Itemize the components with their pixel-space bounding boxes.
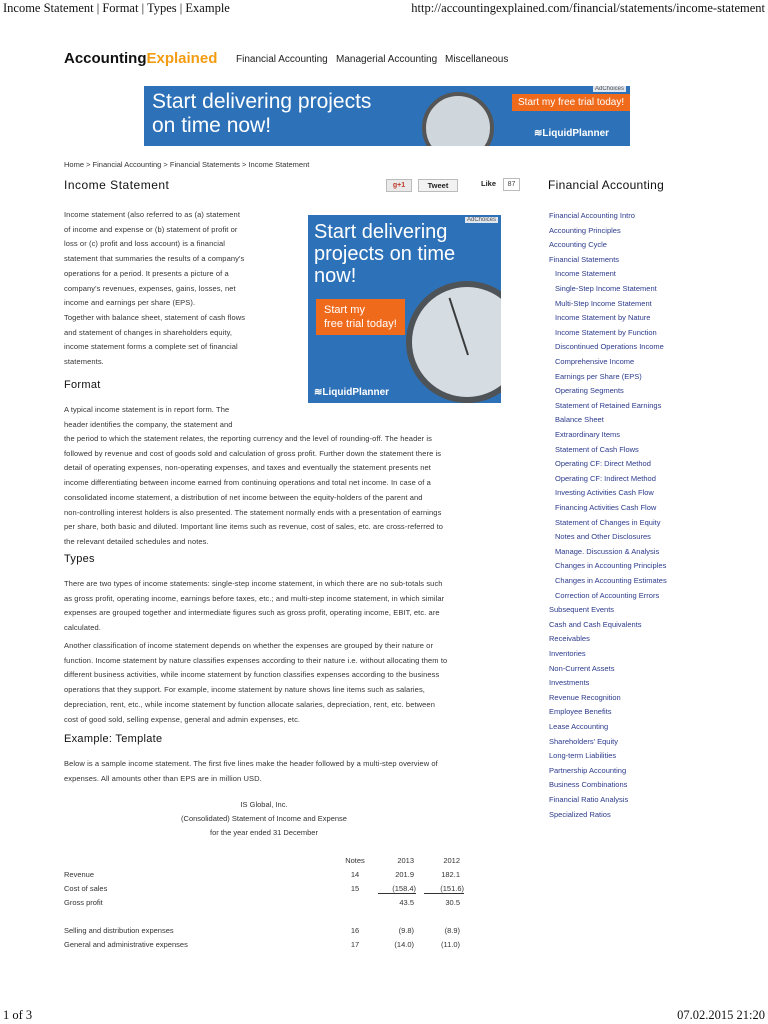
sidebar-item[interactable]: Earnings per Share (EPS) — [555, 371, 642, 381]
sidebar-item[interactable]: Financial Accounting Intro — [549, 211, 635, 220]
sidebar-item[interactable]: Notes and Other Disclosures — [555, 532, 651, 542]
sidebar-item[interactable]: Operating CF: Indirect Method — [555, 473, 656, 483]
print-footer-datetime: 07.02.2015 21:20 — [677, 1008, 765, 1022]
row-label: Gross profit — [64, 898, 103, 907]
side-ad-brand: ≋LiquidPlanner — [314, 387, 390, 398]
sidebar-item[interactable]: Extraordinary Items — [555, 430, 621, 439]
sidebar-item[interactable]: Statement of Changes in Equity — [555, 517, 661, 527]
col-header-2013: 2013 — [397, 856, 414, 865]
sidebar-item[interactable]: Discontinued Operations Income — [555, 342, 664, 352]
row-2013: (158.4) — [378, 884, 416, 894]
sidebar-item[interactable]: Revenue Recognition — [549, 692, 621, 702]
row-label: Cost of sales — [64, 884, 108, 893]
example-heading: Example: Template — [64, 733, 163, 745]
like-count: 87 — [503, 178, 520, 191]
sidebar-item[interactable]: Accounting Cycle — [549, 240, 607, 250]
intro-paragraph-1: Income statement (also referred to as (a) statement of income and expense or (b) statement of profit or loss or (c) profit and loss account) is a financial statement that summaries the results of a company's operations for a period. It presents a picture of a company's revenues, expenses, gains, losses, net income and earnings per share (EPS). — [64, 210, 245, 308]
side-banner-ad[interactable] — [308, 215, 501, 403]
ad-choices-label[interactable]: AdChoices — [594, 86, 624, 92]
google-plus-button[interactable]: g+1 — [386, 179, 412, 192]
print-footer-page: 1 of 3 — [3, 1008, 33, 1022]
sidebar-item[interactable]: Investing Activities Cash Flow — [555, 488, 654, 498]
nav-financial-accounting[interactable]: Financial Accounting — [236, 54, 328, 65]
print-header-title: Income Statement | Format | Types | Example — [3, 1, 230, 15]
row-2012: 30.5 — [445, 898, 460, 907]
sidebar-item[interactable]: Long-term Liabilities — [549, 751, 617, 761]
row-2013: 43.5 — [399, 898, 414, 907]
row-notes: 16 — [350, 926, 360, 935]
sidebar-item[interactable]: Subsequent Events — [549, 605, 615, 615]
row-2013: 201.9 — [395, 870, 414, 879]
sidebar-item[interactable]: Operating CF: Direct Method — [555, 459, 651, 469]
row-2012: (11.0) — [440, 940, 460, 949]
ad-trial-button[interactable]: Start my free trial today! — [512, 94, 630, 111]
stopwatch-icon — [406, 281, 501, 403]
sidebar-item[interactable]: Non-Current Assets — [549, 663, 615, 673]
sidebar-item[interactable]: Statement of Cash Flows — [555, 444, 639, 454]
format-paragraph-top: A typical income statement is in report form. The header identifies the company, the statement and — [64, 405, 233, 429]
row-notes: 14 — [350, 870, 360, 879]
tweet-button[interactable]: Tweet — [418, 179, 458, 192]
row-2013: (9.8) — [398, 926, 414, 935]
sidebar-item[interactable]: Operating Segments — [555, 386, 624, 396]
sidebar-item[interactable]: Investments — [549, 678, 590, 688]
sidebar-item[interactable]: Cash and Cash Equivalents — [549, 619, 642, 629]
types-paragraph-1: There are two types of income statements: single-step income statement, in which there are no sub-totals such as gross profit, operating income, earnings before taxes, etc.; and multi-step income statement, in which similar expenses are grouped together and intermediate figures such as gross profit, operating income, EBIT, etc. are calculated. — [64, 579, 445, 633]
sidebar-item[interactable]: Inventories — [549, 649, 586, 658]
sidebar-item[interactable]: Statement of Retained Earnings — [555, 400, 662, 410]
intro-paragraph-2: Together with balance sheet, statement of cash flows and statement of changes in shareholders equity, income statement forms a complete set of financial statements. — [64, 313, 246, 367]
nav-managerial-accounting[interactable]: Managerial Accounting — [336, 54, 438, 65]
ad-headline: Start delivering projects on time now! — [152, 90, 372, 137]
sidebar-item[interactable]: Manage. Discussion & Analysis — [555, 546, 660, 556]
sidebar-item[interactable]: Changes in Accounting Principles — [555, 561, 667, 571]
sidebar-item[interactable]: Income Statement by Nature — [555, 313, 651, 323]
sidebar-item[interactable]: Multi-Step Income Statement — [555, 298, 652, 308]
sidebar-item[interactable]: Financial Statements — [549, 254, 620, 264]
sidebar-item[interactable]: Changes in Accounting Estimates — [555, 576, 667, 585]
sidebar-item[interactable]: Lease Accounting — [549, 722, 609, 731]
like-button[interactable]: Like — [481, 179, 497, 188]
col-header-notes: Notes — [345, 856, 365, 865]
row-notes: 15 — [350, 884, 360, 893]
side-ad-choices-label[interactable]: AdChoices — [466, 217, 496, 223]
stopwatch-icon — [422, 92, 494, 146]
top-banner-ad[interactable] — [144, 86, 630, 146]
statement-company: IS Global, Inc. — [240, 800, 288, 809]
sidebar-item[interactable]: Partnership Accounting — [549, 765, 627, 775]
breadcrumb[interactable]: Home > Financial Accounting > Financial Statements > Income Statement — [64, 160, 310, 169]
row-2012: (8.9) — [444, 926, 460, 935]
sidebar-item[interactable]: Financial Ratio Analysis — [549, 795, 629, 804]
row-label: Selling and distribution expenses — [64, 926, 174, 935]
site-logo[interactable] — [64, 50, 217, 67]
sidebar-item[interactable]: Financing Activities Cash Flow — [555, 503, 657, 512]
sidebar-item[interactable]: Single-Step Income Statement — [555, 284, 657, 293]
types-paragraph-2: Another classification of income statement depends on whether the expenses are grouped by their nature or function. Income statement by nature classifies expenses according to their nature i.e. without allocating them to different business activities, while income statement by function classifies expenses according to the business operations that they support. For example, income statement by nature shows line items such as salaries, depreciation, rent, etc., while income statement by function allocate salaries, depreciation, rent, etc. between cost of good sold, selling expense, general and admin expenses, etc. — [64, 641, 448, 724]
row-2012: (151.6) — [424, 884, 464, 894]
row-label: General and administrative expenses — [64, 940, 188, 949]
statement-period: for the year ended 31 December — [210, 828, 318, 837]
sidebar-title: Financial Accounting — [548, 178, 665, 192]
sidebar-item[interactable]: Business Combinations — [549, 780, 628, 790]
sidebar-item[interactable]: Income Statement — [555, 269, 616, 279]
format-heading: Format — [64, 379, 101, 391]
row-2012: 182.1 — [441, 870, 460, 879]
types-heading: Types — [64, 553, 95, 565]
side-ad-headline: Start delivering projects on time now! — [314, 221, 456, 287]
sidebar-item[interactable]: Correction of Accounting Errors — [555, 590, 660, 600]
format-paragraph: the period to which the statement relates, the reporting currency and the level of rounding-off. The header is followed by revenue and cost of goods sold and calculation of gross profit. Further down the statement there is detail of operating expenses, non-operating expenses, and taxes and eventually the statement presents net income differentiating between income earned from continuing operations and total net income. In case of a consolidated income statement, a distribution of net income between the equity-holders of the parent and non-controlling interest holders is also presented. The statement normally ends with a presentation of earnings per share, both basic and diluted. Important line items such as revenue, cost of sales, etc. are cross-referred to the relevant detailed schedules and notes. — [64, 434, 444, 546]
page-title: Income Statement — [64, 178, 170, 192]
ad-brand: ≋LiquidPlanner — [534, 128, 610, 139]
example-paragraph: Below is a sample income statement. The first five lines make the header followed by a multi-step overview of expenses. All amounts other than EPS are in million USD. — [64, 759, 438, 783]
sidebar-item[interactable]: Employee Benefits — [549, 707, 612, 717]
sidebar-item[interactable]: Specialized Ratios — [549, 809, 611, 819]
row-2013: (14.0) — [394, 940, 414, 949]
col-header-2012: 2012 — [443, 856, 460, 865]
sidebar-item[interactable]: Comprehensive Income — [555, 357, 635, 366]
sidebar-item[interactable]: Balance Sheet — [555, 415, 604, 425]
logo-main: Accounting — [64, 50, 147, 67]
logo-accent: Explained — [146, 50, 218, 67]
nav-miscellaneous[interactable]: Miscellaneous — [445, 54, 509, 65]
sidebar-item[interactable]: Accounting Principles — [549, 225, 621, 235]
statement-name: (Consolidated) Statement of Income and Expense — [181, 814, 347, 823]
print-header-url: http://accountingexplained.com/financial/statements/income-statement — [411, 1, 765, 15]
row-notes: 17 — [350, 940, 360, 949]
sidebar-item[interactable]: Shareholders' Equity — [549, 736, 618, 746]
side-ad-trial-button[interactable]: Start my free trial today! — [316, 299, 405, 335]
sidebar-item[interactable]: Receivables — [549, 634, 590, 644]
row-label: Revenue — [64, 870, 95, 879]
sidebar-item[interactable]: Income Statement by Function — [555, 327, 657, 337]
